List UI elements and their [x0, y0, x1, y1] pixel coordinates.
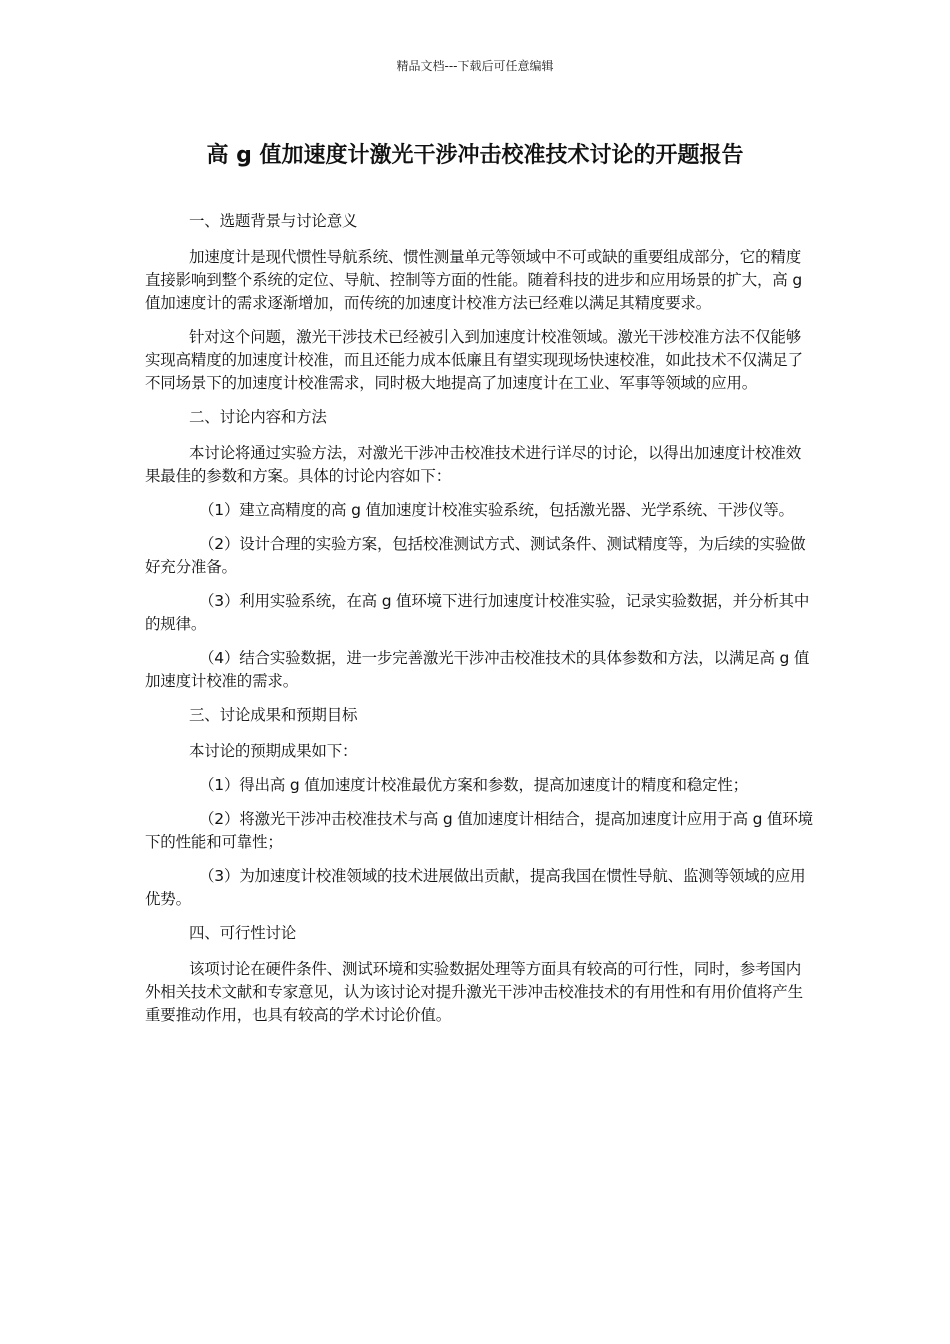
- paragraph: 本讨论的预期成果如下：: [189, 742, 358, 760]
- document-title: 高 g 值加速度计激光干涉冲击校准技术讨论的开题报告: [206, 143, 744, 168]
- paragraph: 针对这个问题，激光干涉技术已经被引入到加速度计校准领域。激光干涉校准方法不仅能够实现高精度的加速度计校准，而且还能力成本低廉且有望实现现场快速校准，如此技术不仅满足了不同场景下的加速度计校准需求，同时极大地提高了加速度计在工业、军事等领域的应用。: [145, 328, 803, 392]
- section-heading: 四、可行性讨论: [189, 924, 297, 942]
- list-item: （2）设计合理的实验方案，包括校准测试方式、测试条件、测试精度等，为后续的实验做好充分准备。: [145, 535, 806, 576]
- list-item: （3）为加速度计校准领域的技术进展做出贡献，提高我国在惯性导航、监测等领域的应用优势。: [145, 867, 806, 908]
- paragraph: 该项讨论在硬件条件、测试环境和实验数据处理等方面具有较高的可行性，同时，参考国内外相关技术文献和专家意见，认为该讨论对提升激光干涉冲击校准技术的有用性和有用价值将产生重要推动作用，也具有较高的学术讨论价值。: [145, 960, 803, 1024]
- list-item: （4）结合实验数据，进一步完善激光干涉冲击校准技术的具体参数和方法，以满足高 g 值加速度计校准的需求。: [145, 649, 810, 690]
- section-heading: 一、选题背景与讨论意义: [189, 212, 358, 230]
- section-heading: 二、讨论内容和方法: [189, 408, 327, 426]
- paragraph: 本讨论将通过实验方法，对激光干涉冲击校准技术进行详尽的讨论，以得出加速度计校准效果最佳的参数和方案。具体的讨论内容如下：: [145, 444, 802, 485]
- list-item: （3）利用实验系统，在高 g 值环境下进行加速度计校准实验，记录实验数据，并分析其中的规律。: [145, 592, 810, 633]
- list-item: （1）得出高 g 值加速度计校准最优方案和参数，提高加速度计的精度和稳定性；: [199, 776, 748, 794]
- document-body: [145, 210, 813, 1038]
- page-header: 精品文档---下载后可任意编辑: [396, 59, 554, 73]
- list-item: （2）将激光干涉冲击校准技术与高 g 值加速度计相结合，提高加速度计应用于高 g 值环境下的性能和可靠性；: [145, 810, 813, 851]
- list-item: （1）建立高精度的高 g 值加速度计校准实验系统，包括激光器、光学系统、干涉仪等。: [199, 501, 794, 519]
- paragraph: 加速度计是现代惯性导航系统、惯性测量单元等领域中不可或缺的重要组成部分，它的精度直接影响到整个系统的定位、导航、控制等方面的性能。随着科技的进步和应用场景的扩大，高 g 值加速度计的需求逐渐增加，而传统的加速度计校准方法已经难以满足其精度要求。: [145, 248, 802, 312]
- section-heading: 三、讨论成果和预期目标: [189, 706, 358, 724]
